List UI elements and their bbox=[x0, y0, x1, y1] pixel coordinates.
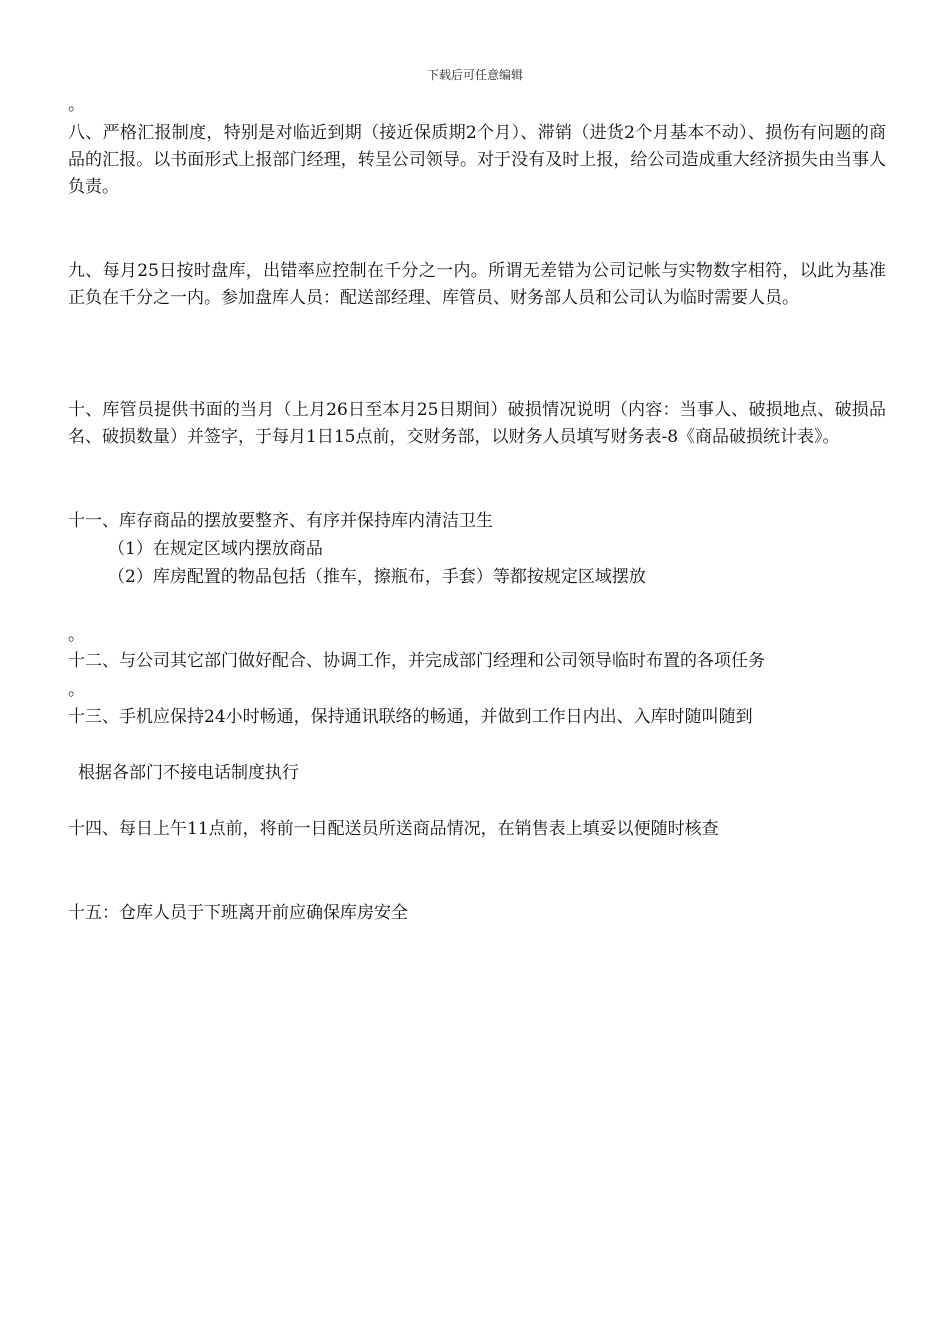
page-header: 下载后可任意编辑 bbox=[426, 68, 523, 82]
punctuation-line: 。 bbox=[68, 680, 85, 700]
paragraph-9: 九、每月25日按时盘库，出错率应控制在千分之一内。所谓无差错为公司记帐与实物数字相符，以此为基准正负在千分之一内。参加盘库人员：配送部经理、库管员、财务部人员和公司认为临时需要人员。 bbox=[68, 261, 886, 308]
paragraph-11-item-1: （1）在规定区域内摆放商品 bbox=[108, 539, 323, 559]
paragraph-13-note: 根据各部门不接电话制度执行 bbox=[78, 763, 299, 783]
paragraph-14: 十四、每日上午11点前，将前一日配送员所送商品情况，在销售表上填妥以便随时核查 bbox=[68, 819, 719, 839]
paragraph-10: 十、库管员提供书面的当月（上月26日至本月25日期间）破损情况说明（内容：当事人、破损地点、破损品名、破损数量）并签字，于每月1日15点前，交财务部，以财务人员填写财务表-8《商品破损统计表》。 bbox=[68, 400, 886, 447]
paragraph-12: 十二、与公司其它部门做好配合、协调工作，并完成部门经理和公司领导临时布置的各项任务 bbox=[68, 651, 765, 671]
punctuation-line: 。 bbox=[68, 625, 85, 645]
paragraph-8: 八、严格汇报制度，特别是对临近到期（接近保质期2个月）、滞销（进货2个月基本不动）、损伤有问题的商品的汇报。以书面形式上报部门经理，转呈公司领导。对于没有及时上报，给公司造成重大经济损失由当事人负责。 bbox=[68, 123, 886, 197]
paragraph-11-item-2: （2）库房配置的物品包括（推车，擦瓶布，手套）等都按规定区域摆放 bbox=[108, 567, 646, 587]
paragraph-15: 十五：仓库人员于下班离开前应确保库房安全 bbox=[68, 903, 408, 923]
paragraph-13: 十三、手机应保持24小时畅通，保持通讯联络的畅通，并做到工作日内出、入库时随叫随到 bbox=[68, 707, 753, 727]
paragraph-11: 十一、库存商品的摆放要整齐、有序并保持库内清洁卫生 bbox=[68, 511, 493, 531]
punctuation-line: 。 bbox=[68, 95, 85, 115]
